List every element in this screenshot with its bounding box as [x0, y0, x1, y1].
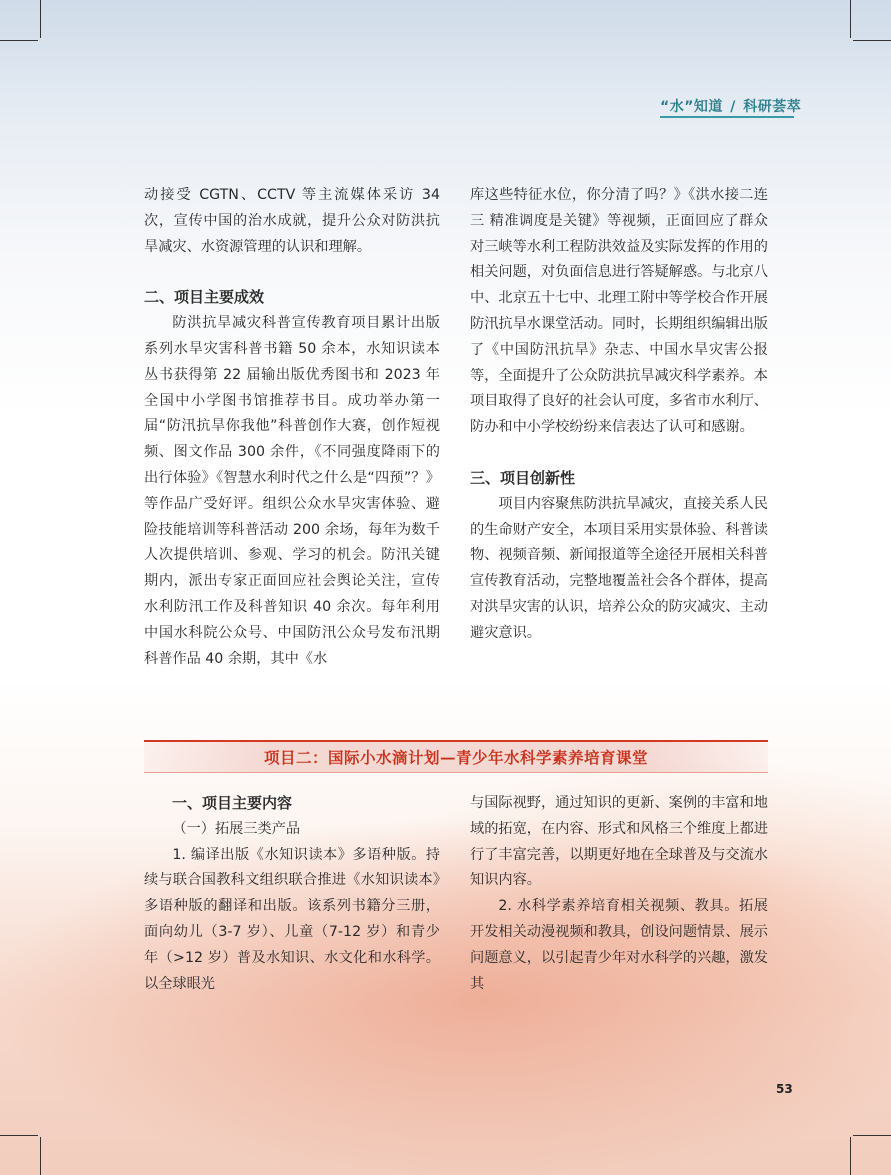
section-heading: 三、项目创新性 [470, 468, 576, 487]
paragraph: 1. 编译出版《水知识读本》多语种版。持续与联合国教科文组织联合推进《水知识读本》多语种版的翻译和出版。该系列书籍分三册，面向幼儿（3-7 岁）、儿童（7-12 岁）和青少年（>12 岁）普及水知识、水文化和水科学。以全球眼光 [144, 846, 440, 992]
header-left-label: “水”知道 [660, 99, 723, 115]
crop-mark [0, 40, 38, 41]
running-header [660, 96, 801, 116]
crop-mark [850, 1137, 851, 1175]
bottom-left-column [144, 791, 440, 997]
project-title-bar [144, 740, 768, 773]
header-underline [660, 116, 794, 118]
page-number: 53 [776, 1082, 793, 1096]
crop-mark [40, 0, 41, 38]
top-left-column [144, 183, 440, 672]
crop-mark [853, 1135, 891, 1136]
section-heading: 二、项目主要成效 [144, 288, 265, 307]
top-right-column [470, 183, 768, 647]
paragraph: 动接受 CGTN、CCTV 等主流媒体采访 34 次，宣传中国的治水成就，提升公众对防洪抗旱减灾、水资源管理的认识和理解。 [144, 187, 440, 255]
paragraph: 项目内容聚焦防洪抗旱减灾，直接关系人民的生命财产安全，本项目采用实景体验、科普读物、视频音频、新闻报道等全途径开展相关科普宣传教育活动，完整地覆盖社会各个群体，提高对洪旱灾害的认识，培养公众的防灾减灾、主动避灾意识。 [470, 495, 768, 641]
header-separator: / [730, 99, 736, 115]
crop-mark [850, 0, 851, 38]
paragraph: 与国际视野，通过知识的更新、案例的丰富和地域的拓宽，在内容、形式和风格三个维度上都进行了丰富完善，以期更好地在全球普及与交流水知识内容。 [470, 795, 768, 889]
sub-heading: （一）拓展三类产品 [172, 820, 301, 837]
paragraph: 2. 水科学素养培育相关视频、教具。拓展开发相关动漫视频和教具，创设问题情景、展示问题意义，以引起青少年对水科学的兴趣，激发其 [470, 898, 768, 992]
crop-mark [40, 1137, 41, 1175]
bottom-right-column [470, 791, 768, 997]
section-heading: 一、项目主要内容 [172, 794, 293, 812]
header-right-label: 科研荟萃 [743, 99, 802, 115]
crop-mark [0, 1135, 38, 1136]
paragraph: 库这些特征水位，你分清了吗？》《洪水接二连三 精准调度是关键》等视频，正面回应了群众对三峡等水利工程防洪效益及实际发挥的作用的相关问题，对负面信息进行答疑解惑。与北京八中、北京五十七中、北理工附中等学校合作开展防汛抗旱水课堂活动。同时，长期组织编辑出版了《中国防汛抗旱》杂志、中国水旱灾害公报等，全面提升了公众防洪抗旱减灾科学素养。本项目取得了良好的社会认可度，多省市水利厅、防办和中小学校纷纷来信表达了认可和感谢。 [470, 187, 768, 436]
project-title: 项目二：国际小水滴计划—青少年水科学素养培育课堂 [263, 748, 648, 767]
crop-mark [853, 40, 891, 41]
paragraph: 防洪抗旱减灾科普宣传教育项目累计出版系列水旱灾害科普书籍 50 余本，水知识读本丛书获得第 22 届输出版优秀图书和 2023 年全国中小学图书馆推荐书目。成功举办第一届“防汛抗旱你我他”科普创作大赛，创作短视频、图文作品 300 余件，《不同强度降雨下的出行体验》《智慧水利时代之什么是“四预”？》等作品广受好评。组织公众水旱灾害体验、避险技能培训等科普活动 200 余场，每年为数千人次提供培训、参观、学习的机会。防汛关键期内，派出专家正面回应社会舆论关注，宣传水利防汛工作及科普知识 40 余次。每年利用中国水科院公众号、中国防汛公众号发布汛期科普作品 40 余期，其中《水 [144, 315, 440, 667]
